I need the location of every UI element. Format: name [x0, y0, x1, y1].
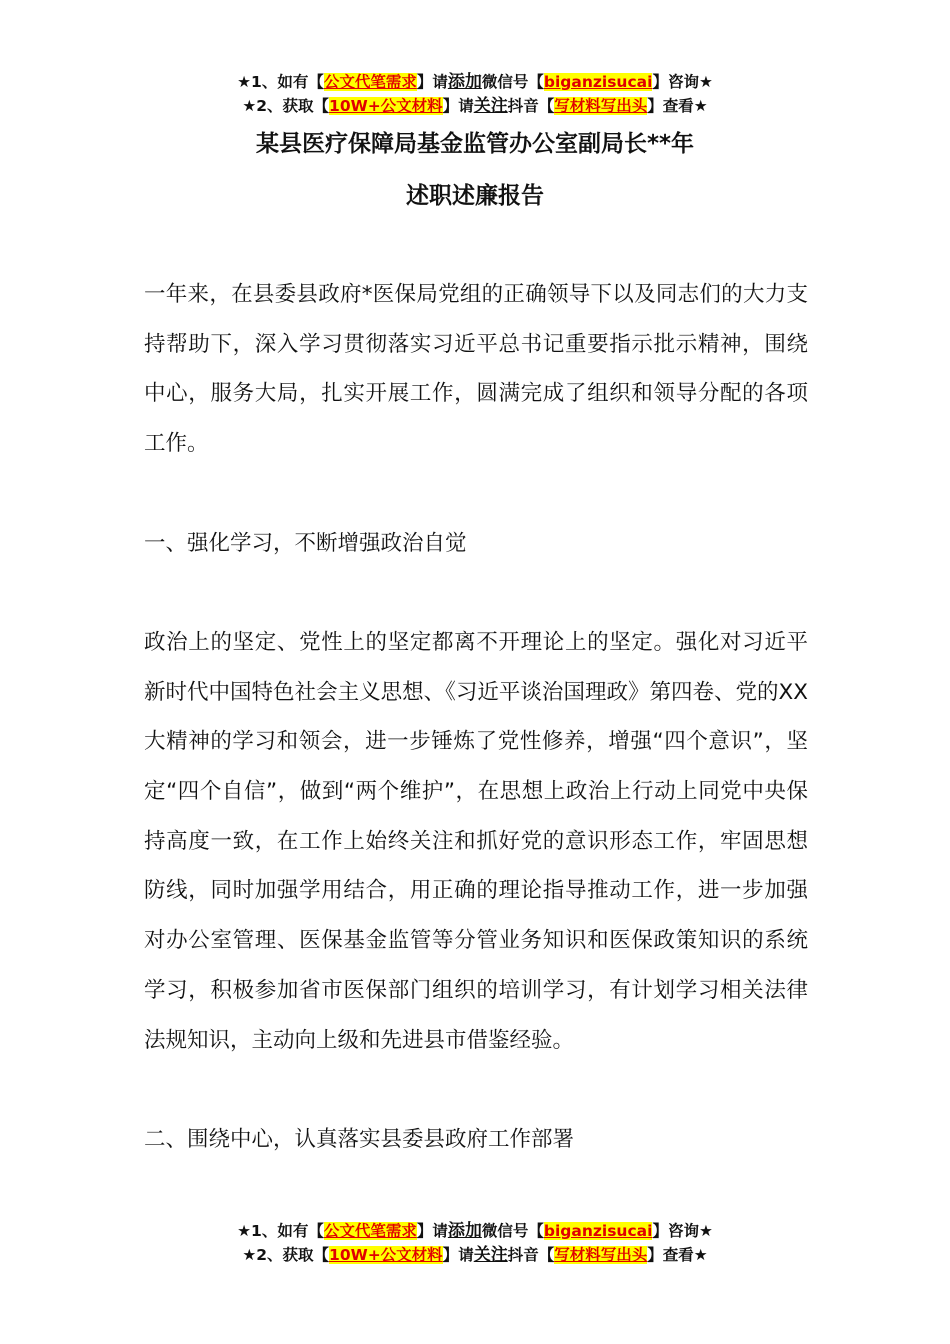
ad-highlight: 10W+公文材料: [329, 97, 443, 115]
title-line-1: 某县医疗保障局基金监管办公室副局长**年: [255, 131, 695, 157]
ad-text: 微信号【: [481, 1222, 544, 1240]
ad-highlight: 写材料写出头: [554, 1246, 648, 1264]
paragraph: 政治上的坚定、党性上的坚定都离不开理论上的坚定。强化对习近平新时代中国特色社会主义思想、《习近平谈治国理政》第四卷、党的XX大精神的学习和领会，进一步锤炼了党性修养，增强“四个意识”，坚定“四个自信”，做到“两个维护”，在思想上政治上行动上同党中央保持高度一致，在工作上始终关注和抓好党的意识形态工作，牢固思想防线，同时加强学用结合，用正确的理论指导推动工作，进一步加强对办公室管理、医保基金监管等分管业务知识和医保政策知识的系统学习，积极参加省市医保部门组织的培训学习，有计划学习相关法律法规知识，主动向上级和先进县市借鉴经验。: [144, 629, 808, 1053]
ad-wechat-id: biganzisucai: [543, 1222, 653, 1240]
section-heading: 二、围绕中心，认真落实县委县政府工作部署: [144, 1126, 575, 1152]
ad-text: 】查看★: [647, 97, 708, 115]
ad-line-1: [0, 70, 950, 94]
ad-text: ★2、获取【: [242, 97, 330, 115]
ad-text: ★2、获取【: [242, 1246, 330, 1264]
ad-line-1: [0, 1219, 950, 1243]
ad-text: 】请: [416, 1222, 448, 1240]
ad-text: 微信号【: [481, 73, 544, 91]
ad-underline: 关注: [473, 96, 508, 116]
ad-banner-top: [0, 70, 950, 118]
ad-underline: 添加: [447, 1221, 482, 1241]
ad-underline: 添加: [447, 72, 482, 92]
ad-highlight: 10W+公文材料: [329, 1246, 443, 1264]
ad-line-2: [0, 1243, 950, 1267]
ad-banner-bottom: [0, 1219, 950, 1267]
ad-text: 】请: [442, 1246, 474, 1264]
doc-title: [0, 118, 950, 222]
paragraph: 一年来，在县委县政府*医保局党组的正确领导下以及同志们的大力支持帮助下，深入学习贯彻落实习近平总书记重要指示批示精神，围绕中心，服务大局，扎实开展工作，圆满完成了组织和领导分配的各项工作。: [144, 282, 808, 457]
ad-highlight: 写材料写出头: [554, 97, 648, 115]
ad-text: ★1、如有【: [237, 73, 324, 91]
title-line-2: 述职述廉报告: [406, 183, 544, 209]
ad-text: 】查看★: [647, 1246, 708, 1264]
section-heading: 一、强化学习，不断增强政治自觉: [144, 530, 467, 556]
ad-text: 】请: [442, 97, 474, 115]
ad-line-2: [0, 94, 950, 118]
doc-body: [144, 270, 808, 1165]
ad-highlight: 公文代笔需求: [323, 1222, 417, 1240]
ad-underline: 关注: [473, 1245, 508, 1265]
ad-highlight: 公文代笔需求: [323, 73, 417, 91]
ad-text: ★1、如有【: [237, 1222, 324, 1240]
ad-text: 】咨询★: [652, 1222, 713, 1240]
ad-text: 】请: [416, 73, 448, 91]
ad-text: 】咨询★: [652, 73, 713, 91]
ad-text: 抖音【: [507, 97, 555, 115]
ad-text: 抖音【: [507, 1246, 555, 1264]
ad-wechat-id: biganzisucai: [543, 73, 653, 91]
